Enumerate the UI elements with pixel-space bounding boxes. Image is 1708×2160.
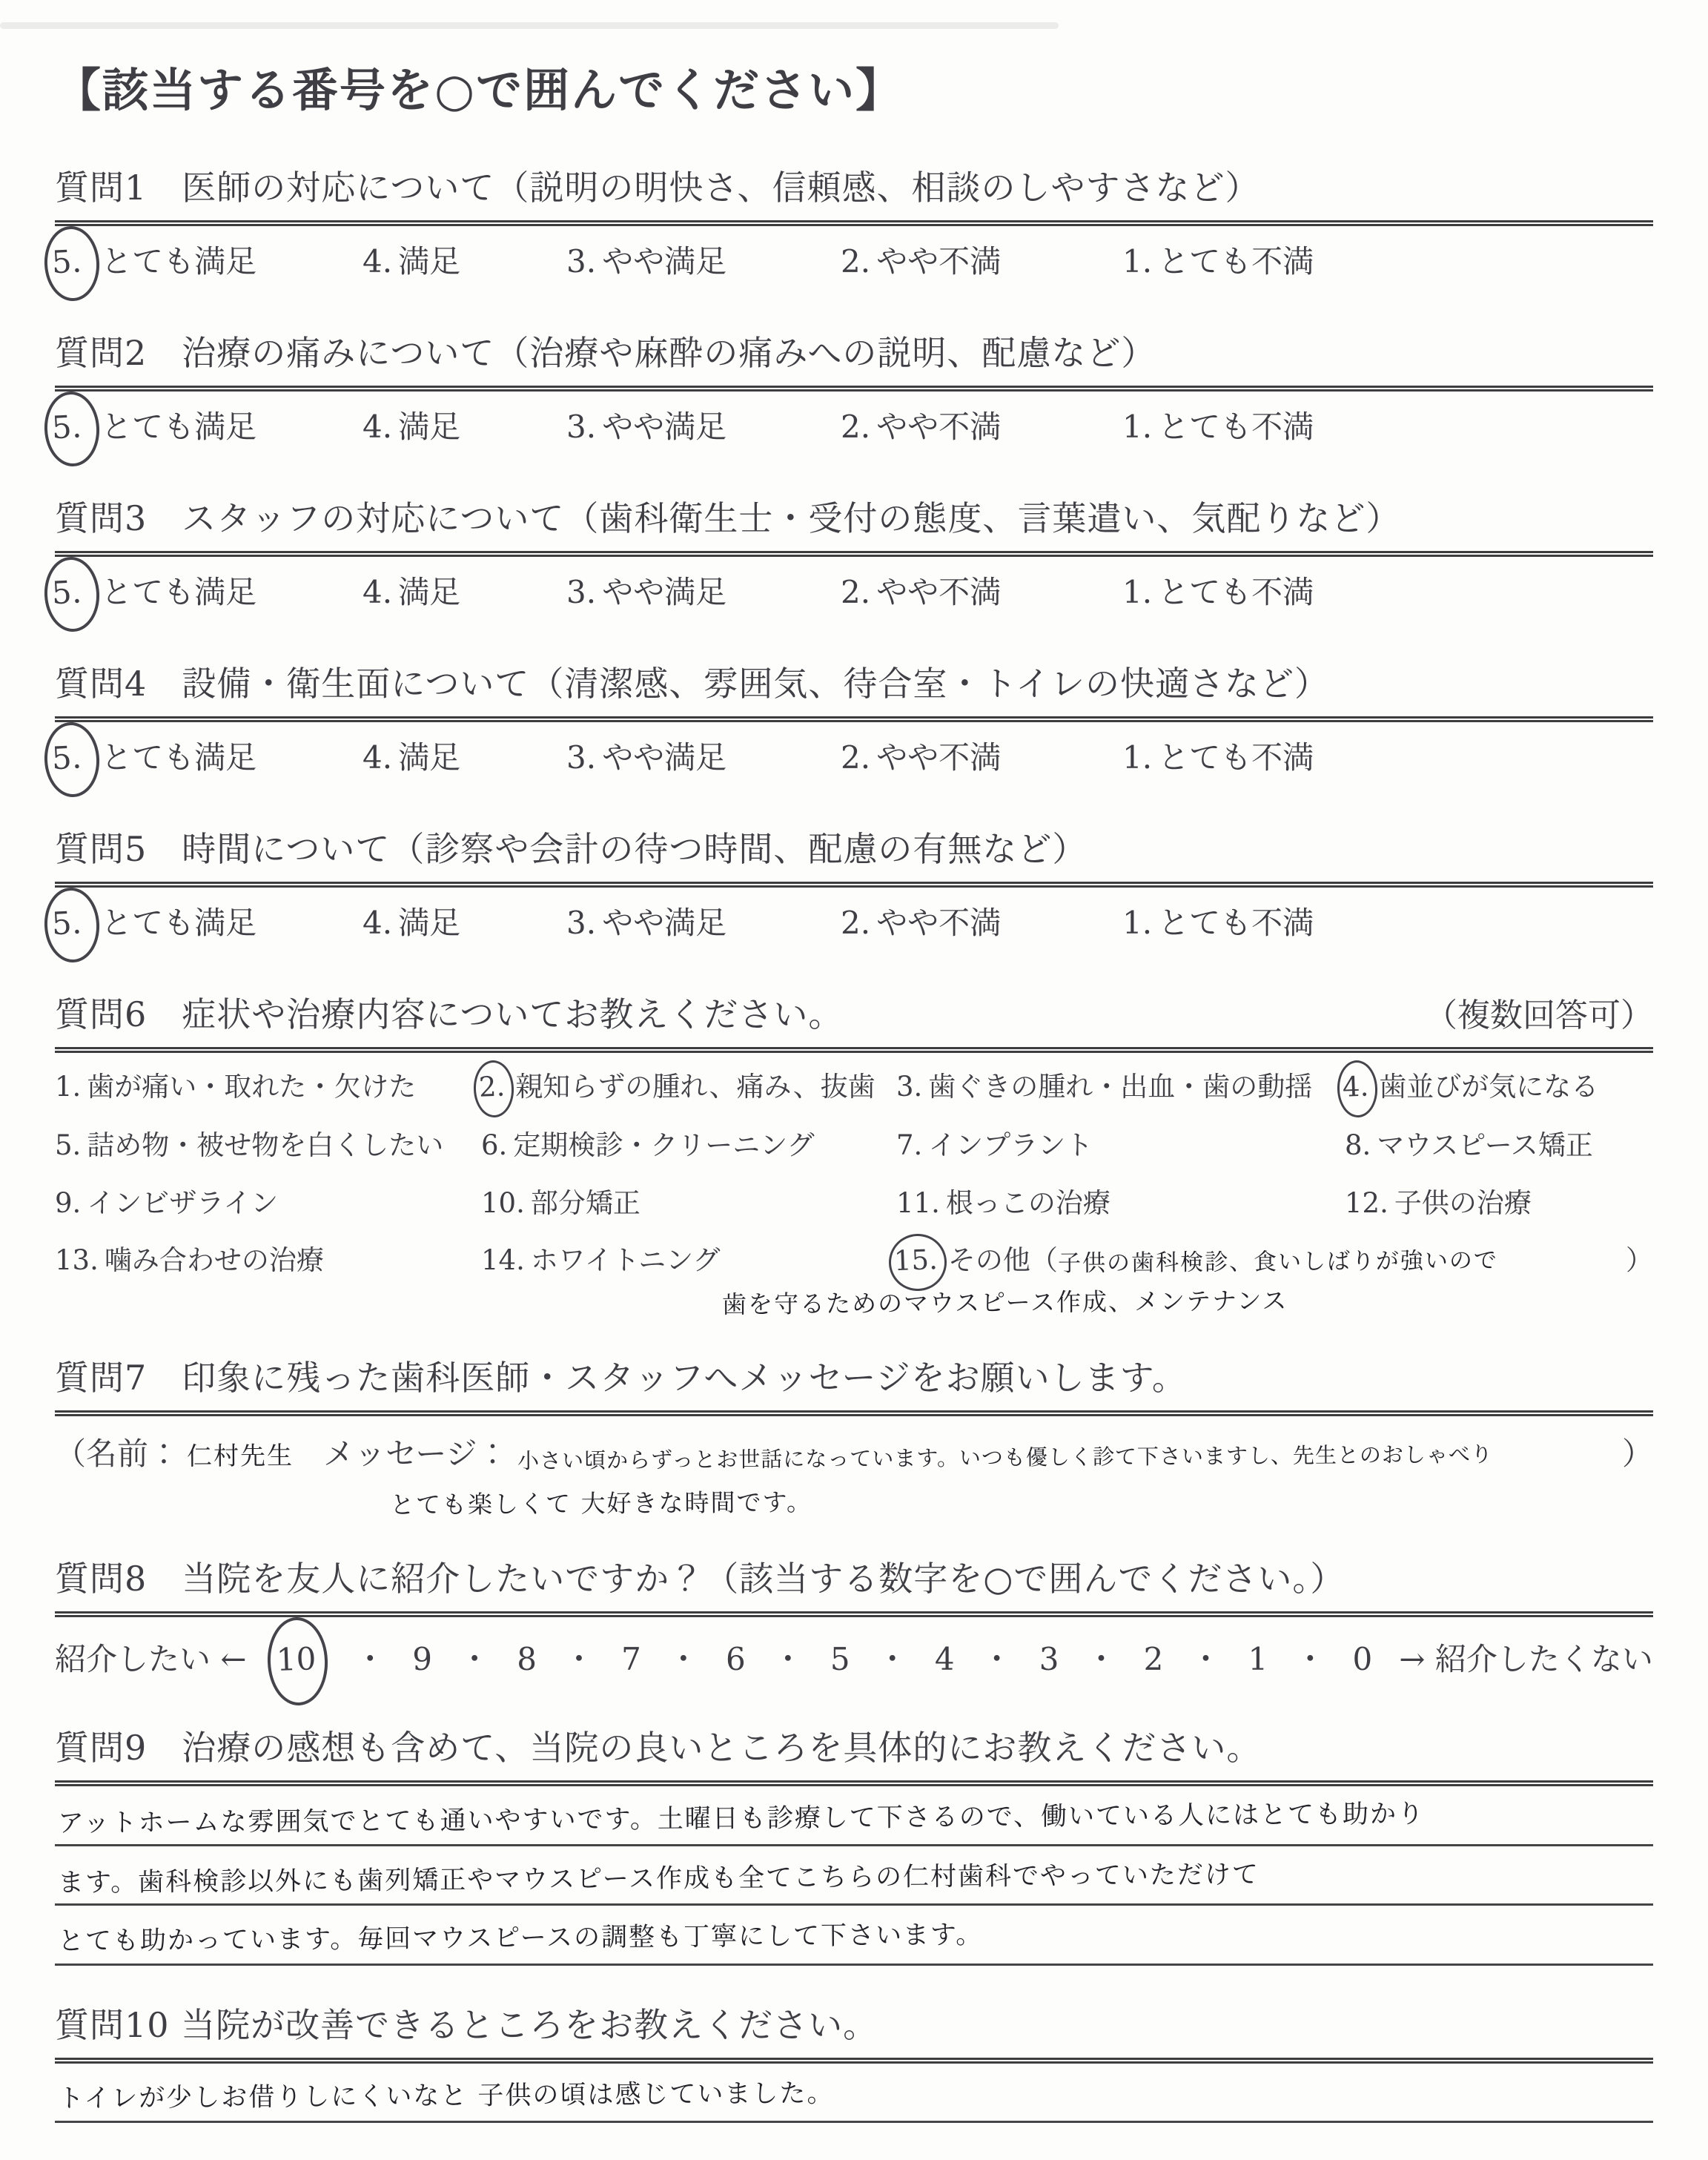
scale-separator: ・: [981, 1641, 1013, 1678]
symptom-option-7: 7. インプラント: [896, 1129, 1093, 1161]
question-3-options: [50, 569, 1653, 615]
multi-answer-note: （複数回答可）: [1425, 997, 1653, 1034]
question-3-section: [50, 492, 1653, 615]
circled-answer-mark: 5.: [42, 225, 101, 303]
rating-option-1: 1. とても不満: [1122, 574, 1314, 610]
handwritten-other-line2: 歯を守るためのマウスピース作成、メンテナンス: [721, 1286, 1288, 1319]
symptom-option-15-other: 15. その他 （ 子供の歯科検診、食いしばりが強いので ）: [896, 1241, 1653, 1281]
symptom-option-3: 3. 歯ぐきの腫れ・出血・歯の動揺: [896, 1071, 1313, 1103]
scale-separator: ・: [667, 1641, 699, 1678]
scale-separator: ・: [1294, 1641, 1326, 1678]
scale-separator: ・: [772, 1641, 804, 1678]
rating-option-3: 3. やや満足: [566, 905, 727, 941]
heading-rule: [55, 386, 1653, 392]
symptom-option-6: 6. 定期検診・クリーニング: [481, 1129, 815, 1161]
scale-value-7: 7: [621, 1641, 641, 1678]
scale-separator: ・: [1085, 1641, 1117, 1678]
rating-option-1: 1. とても不満: [1122, 905, 1314, 941]
paren-close: ）: [1626, 1244, 1653, 1277]
scale-value-6: 6: [726, 1641, 746, 1678]
rating-option-3: 3. やや満足: [566, 409, 727, 445]
rating-option-5: 5. とても満足: [55, 734, 363, 781]
symptom-option-10: 10. 部分矯正: [481, 1186, 640, 1219]
circled-answer-mark: 5.: [42, 886, 101, 964]
heading-rule: [55, 1047, 1653, 1053]
heading-rule: [55, 551, 1653, 557]
blank-answer-line: [55, 2123, 1653, 2160]
rating-option-3: 3. やや満足: [566, 739, 727, 776]
rating-option-4: 4. 満足: [363, 574, 461, 610]
rating-option-4: 4. 満足: [363, 243, 461, 280]
question-7-section: [55, 1351, 1653, 1519]
answer-line: [55, 1786, 1653, 1846]
heading-rule: [55, 2058, 1653, 2064]
symptom-option-8: 8. マウスピース矯正: [1345, 1129, 1593, 1161]
scale-separator: ・: [563, 1641, 595, 1678]
question-9-heading: 質問9 治療の感想も含めて、当院の良いところを具体的にお教えください。: [55, 1728, 1262, 1768]
rating-option-3: 3. やや満足: [566, 243, 727, 280]
question-10-heading: 質問10 当院が改善できるところをお教えください。: [55, 2004, 878, 2045]
rating-option-2: 2. やや不満: [841, 574, 1002, 610]
rating-option-5: 5. とても満足: [55, 238, 363, 285]
answer-line: [55, 1846, 1653, 1906]
handwritten-q9-line2: ます。歯科検診以外にも歯列矯正やマウスピース作成も全てこちらの仁村歯科でやっていただけて: [57, 1860, 1260, 1898]
symptom-option-4: 4. 歯並びが気になる: [1345, 1068, 1653, 1107]
page-title: 【該当する番号を○で囲んでください】: [55, 63, 904, 117]
heading-rule: [55, 882, 1653, 888]
right-arrow: →: [1399, 1641, 1426, 1678]
scale-value-0: 0: [1352, 1641, 1373, 1678]
question-5-section: [50, 822, 1653, 946]
handwritten-message-line1: 小さい頃からずっとお世話になっています。いつも優しく診て下さいますし、先生とのおしゃべり: [517, 1441, 1493, 1474]
question-2-heading: 質問2 治療の痛みについて（治療や麻酔の痛みへの説明、配慮など）: [55, 333, 1156, 373]
question-7-answer-row: [55, 1430, 1653, 1474]
scale-separator: ・: [354, 1641, 386, 1678]
scale-value-1: 1: [1248, 1641, 1268, 1678]
handwritten-message-line2: とても楽しくて 大好きな時間です。: [389, 1487, 813, 1520]
circled-answer-mark: 5.: [42, 555, 101, 633]
question-6-section: [55, 988, 1653, 1318]
question-1-heading: 質問1 医師の対応について（説明の明快さ、信頼感、相談のしやすさなど）: [55, 168, 1260, 208]
rating-option-2: 2. やや不満: [841, 739, 1002, 776]
handwritten-q9-line3: とても助かっています。毎回マウスピースの調整も丁寧にして下さいます。: [57, 1920, 984, 1957]
scale-right-label: → 紹介したくない: [1399, 1641, 1653, 1678]
question-8-section: [55, 1552, 1653, 1680]
symptom-option-9: 9. インビザライン: [55, 1186, 279, 1219]
message-label: メッセージ：: [323, 1436, 509, 1473]
handwritten-other-line1: 子供の歯科検診、食いしばりが強いので: [1057, 1247, 1498, 1278]
symptom-option-13: 13. 噛み合わせの治療: [55, 1244, 324, 1277]
circled-answer-mark: 4.: [1337, 1060, 1379, 1118]
symptom-option-14: 14. ホワイトニング: [481, 1244, 721, 1277]
circled-answer-mark: 15.: [888, 1233, 947, 1292]
heading-rule: [55, 220, 1653, 226]
answer-line: [55, 1906, 1653, 1966]
symptom-option-1: 1. 歯が痛い・取れた・欠けた: [55, 1071, 417, 1103]
scan-artifact: [0, 22, 1059, 29]
rating-option-4: 4. 満足: [363, 739, 461, 776]
name-label: （名前：: [55, 1436, 180, 1473]
question-5-heading: 質問5 時間について（診察や会計の待つ時間、配慮の有無など）: [55, 829, 1088, 869]
symptom-option-12: 12. 子供の治療: [1345, 1186, 1532, 1219]
question-6-heading: 質問6 症状や治療内容についてお教えください。: [55, 994, 844, 1034]
heading-rule: [55, 716, 1653, 722]
answer-line: [55, 2064, 1653, 2124]
symptom-option-11: 11. 根っこの治療: [896, 1186, 1110, 1219]
scale-value-3: 3: [1039, 1641, 1059, 1678]
rating-option-2: 2. やや不満: [841, 243, 1002, 280]
rating-option-1: 1. とても不満: [1122, 243, 1314, 280]
heading-rule: [55, 1780, 1653, 1786]
scale-separator: ・: [459, 1641, 491, 1678]
rating-option-2: 2. やや不満: [841, 905, 1002, 941]
circled-answer-mark: 5.: [42, 390, 101, 468]
question-7-heading: 質問7 印象に残った歯科医師・スタッフへメッセージをお願いします。: [55, 1358, 1187, 1398]
circled-answer-mark: 5.: [42, 721, 101, 799]
recommend-scale: [55, 1635, 1653, 1680]
handwritten-q9-line1: アットホームな雰囲気でとても通いやすいです。土曜日も診療して下さるので、働いている人にはとても助かり: [57, 1799, 1426, 1839]
question-6-options-grid: [55, 1068, 1653, 1281]
scale-value-9: 9: [412, 1641, 433, 1678]
left-arrow: ←: [220, 1641, 247, 1678]
rating-option-4: 4. 満足: [363, 905, 461, 941]
symptom-option-5: 5. 詰め物・被せ物を白くしたい: [55, 1129, 444, 1161]
question-9-section: [55, 1721, 1653, 1966]
scale-value-8: 8: [517, 1641, 537, 1678]
question-10-section: [55, 1998, 1653, 2160]
question-8-heading: 質問8 当院を友人に紹介したいですか？（該当する数字を○で囲んでください。）: [55, 1559, 1345, 1599]
question-1-section: [50, 161, 1653, 285]
rating-option-1: 1. とても不満: [1122, 739, 1314, 776]
paren-open: （: [1030, 1244, 1058, 1277]
scale-value-5: 5: [830, 1641, 850, 1678]
rating-option-5: 5. とても満足: [55, 899, 363, 946]
rating-option-4: 4. 満足: [363, 409, 461, 445]
rating-option-5: 5. とても満足: [55, 569, 363, 615]
scale-separator: ・: [876, 1641, 908, 1678]
scale-left-label: 紹介したい ←: [55, 1641, 247, 1678]
question-4-heading: 質問4 設備・衛生面について（清潔感、雰囲気、待合室・トイレの快適さなど）: [55, 664, 1330, 704]
question-4-section: [50, 657, 1653, 781]
question-4-options: [50, 734, 1653, 781]
question-5-options: [50, 899, 1653, 946]
question-2-section: [50, 326, 1653, 450]
scale-value-2: 2: [1143, 1641, 1164, 1678]
handwritten-name: 仁村先生: [186, 1441, 294, 1472]
question-3-heading: 質問3 スタッフの対応について（歯科衛生士・受付の態度、言葉遣い、気配りなど）: [55, 498, 1401, 538]
rating-option-1: 1. とても不満: [1122, 409, 1314, 445]
rating-option-2: 2. やや不満: [841, 409, 1002, 445]
heading-rule: [55, 1611, 1653, 1617]
circled-answer-mark: 10: [266, 1616, 330, 1707]
scale-value-4: 4: [934, 1641, 955, 1678]
circled-answer-mark: 2.: [473, 1060, 515, 1118]
handwritten-q10-line1: トイレが少しお借りしにくいなと 子供の頃は感じていました。: [57, 2078, 835, 2114]
scale-separator: ・: [1190, 1641, 1222, 1678]
question-2-options: [50, 403, 1653, 450]
heading-rule: [55, 1410, 1653, 1416]
rating-option-5: 5. とても満足: [55, 403, 363, 450]
paren-close: ）: [1621, 1436, 1653, 1473]
question-1-options: [50, 238, 1653, 285]
rating-option-3: 3. やや満足: [566, 574, 727, 610]
symptom-option-2: 2. 親知らずの腫れ、痛み、抜歯: [481, 1068, 896, 1107]
